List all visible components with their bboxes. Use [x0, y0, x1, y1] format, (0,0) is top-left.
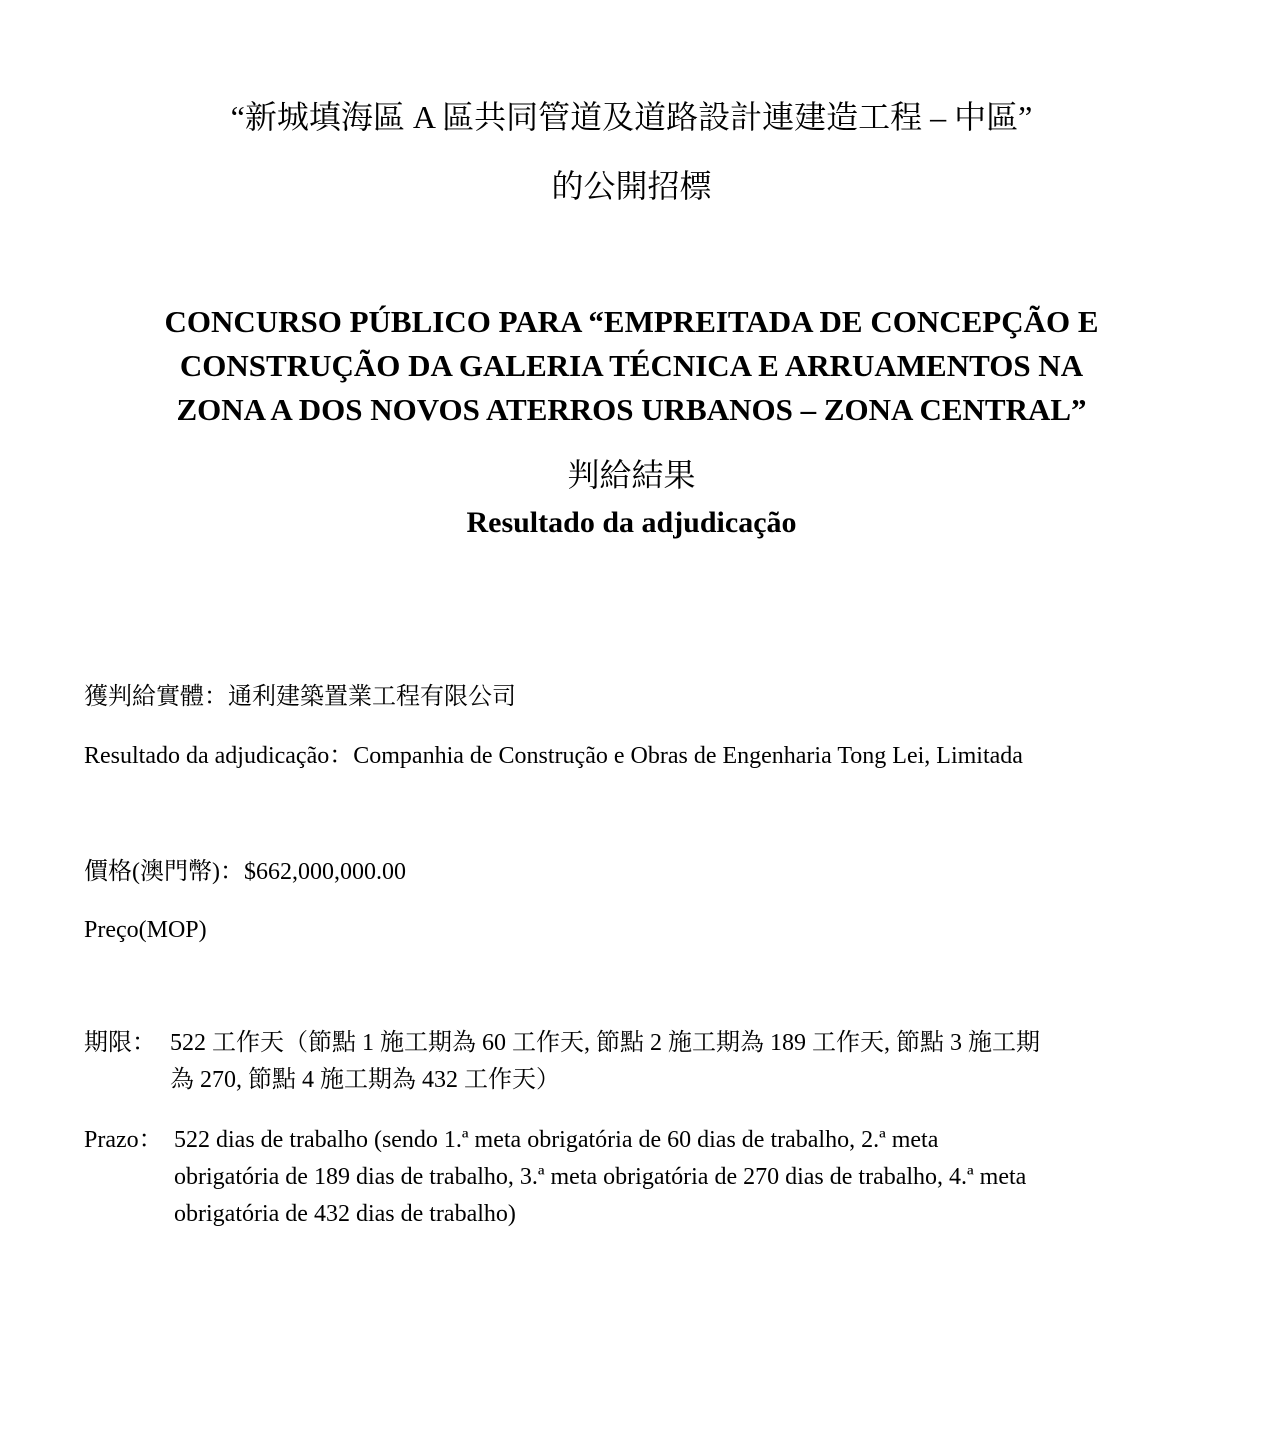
term-pt-line: obrigatória de 432 dias de trabalho) [174, 1201, 516, 1227]
pt-title-line: CONSTRUÇÃO DA GALERIA TÉCNICA E ARRUAMENTOS NA [179, 348, 1084, 383]
zh-title-line1: “新城填海區 A 區共同管道及道路設計連建造工程 – 中區” [230, 99, 1033, 135]
pt-title-line: CONCURSO PÚBLICO PARA “EMPREITADA DE CONCEPÇÃO E [164, 304, 1099, 339]
term-pt-line: 522 dias de trabalho (sendo 1.ª meta obrigatória de 60 dias de trabalho, 2.ª meta [174, 1127, 939, 1153]
term-zh-line: 為 270, 節點 4 施工期為 432 工作天） [170, 1067, 560, 1093]
award-entity-zh: 獲判給實體：通利建築置業工程有限公司 [84, 684, 516, 710]
term-zh-label: 期限： [84, 1030, 156, 1056]
term-pt-label: Prazo： [84, 1127, 163, 1153]
term-pt-text [174, 1122, 1026, 1233]
price-pt: Preço(MOP) [84, 917, 207, 943]
term-zh-line: 522 工作天（節點 1 施工期為 60 工作天, 節點 2 施工期為 189 工作天, 節點 3 施工期 [170, 1030, 1040, 1056]
award-entity-pt: Resultado da adjudicação：Companhia de Construção e Obras de Engenharia Tong Lei, Limitada [84, 743, 1023, 769]
pt-title [0, 300, 1263, 432]
term-pt-line: obrigatória de 189 dias de trabalho, 3.ª meta obrigatória de 270 dias de trabalho, 4.ª meta [174, 1164, 1027, 1190]
term-zh-text [170, 1025, 1040, 1099]
price-zh: 價格(澳門幣)：$662,000,000.00 [84, 859, 406, 885]
zh-title-line2: 的公開招標 [551, 168, 712, 204]
pt-title-line: ZONA A DOS NOVOS ATERROS URBANOS – ZONA CENTRAL” [176, 392, 1087, 427]
result-heading-zh: 判給結果 [567, 457, 696, 493]
result-heading-pt: Resultado da adjudicação [466, 506, 797, 539]
